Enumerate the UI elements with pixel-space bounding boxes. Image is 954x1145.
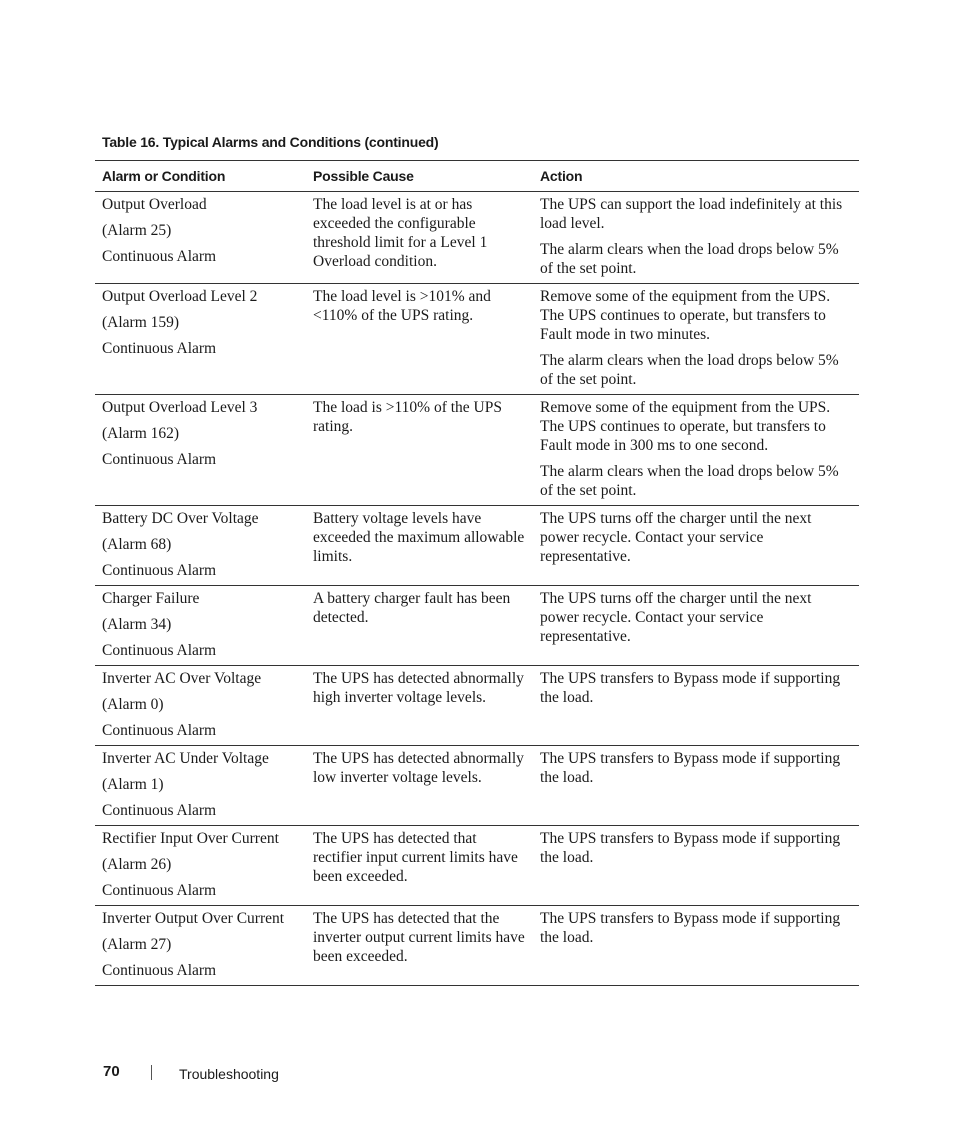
table-row xyxy=(95,586,859,666)
table-caption: Table 16. Typical Alarms and Conditions (continued) xyxy=(102,134,439,150)
cause-cell xyxy=(306,746,533,826)
cause-text: A battery charger fault has been detected. xyxy=(313,590,511,626)
condition-text: (Alarm 26) xyxy=(102,856,172,873)
condition-text: Inverter AC Under Voltage xyxy=(102,750,269,767)
cause-cell xyxy=(306,284,533,395)
condition-cell xyxy=(95,284,306,395)
page-number: 70 xyxy=(103,1063,120,1080)
action-text: The UPS transfers to Bypass mode if supporting the load. xyxy=(540,910,841,946)
table-row xyxy=(95,506,859,586)
table-row xyxy=(95,906,859,986)
condition-text: (Alarm 68) xyxy=(102,536,172,553)
condition-text: Output Overload xyxy=(102,196,207,213)
cause-cell xyxy=(306,586,533,666)
action-cell xyxy=(533,192,859,284)
condition-cell xyxy=(95,666,306,746)
condition-cell xyxy=(95,586,306,666)
cause-text: The UPS has detected that rectifier input current limits have been exceeded. xyxy=(313,830,518,885)
cause-cell xyxy=(306,506,533,586)
cause-text: The load level is at or has exceeded the configurable threshold limit for a Level 1 Overload condition. xyxy=(313,196,488,270)
action-cell xyxy=(533,586,859,666)
condition-text: Charger Failure xyxy=(102,590,200,607)
table-row xyxy=(95,395,859,506)
condition-cell xyxy=(95,746,306,826)
condition-text: Continuous Alarm xyxy=(102,340,217,357)
condition-cell xyxy=(95,506,306,586)
action-text: The UPS transfers to Bypass mode if supporting the load. xyxy=(540,670,841,706)
condition-text: (Alarm 159) xyxy=(102,314,180,331)
condition-text: Rectifier Input Over Current xyxy=(102,830,279,847)
condition-cell xyxy=(95,395,306,506)
action-cell xyxy=(533,284,859,395)
table-row xyxy=(95,666,859,746)
action-text: The alarm clears when the load drops below 5% of the set point. xyxy=(540,352,839,388)
cause-cell xyxy=(306,395,533,506)
action-cell xyxy=(533,746,859,826)
condition-text: Continuous Alarm xyxy=(102,962,217,979)
condition-text: Battery DC Over Voltage xyxy=(102,510,259,527)
action-text: The alarm clears when the load drops below 5% of the set point. xyxy=(540,241,839,277)
action-cell xyxy=(533,506,859,586)
cause-text: The load level is >101% and <110% of the UPS rating. xyxy=(313,288,491,324)
action-cell xyxy=(533,395,859,506)
action-cell xyxy=(533,906,859,986)
action-text: The UPS transfers to Bypass mode if supporting the load. xyxy=(540,750,841,786)
condition-text: (Alarm 162) xyxy=(102,425,180,442)
table-row xyxy=(95,192,859,284)
column-header-condition: Alarm or Condition xyxy=(95,161,306,192)
footer-divider xyxy=(151,1065,152,1080)
cause-cell xyxy=(306,826,533,906)
action-text: The UPS turns off the charger until the next power recycle. Contact your service representative. xyxy=(540,590,812,645)
condition-text: (Alarm 0) xyxy=(102,696,164,713)
condition-cell xyxy=(95,826,306,906)
condition-text: (Alarm 34) xyxy=(102,616,172,633)
table-row xyxy=(95,746,859,826)
table-header-row xyxy=(95,161,859,192)
section-title: Troubleshooting xyxy=(179,1066,279,1082)
condition-text: Inverter AC Over Voltage xyxy=(102,670,262,687)
action-text: The UPS turns off the charger until the next power recycle. Contact your service representative. xyxy=(540,510,812,565)
condition-text: Continuous Alarm xyxy=(102,642,217,659)
cause-text: The UPS has detected that the inverter output current limits have been exceeded. xyxy=(313,910,525,965)
condition-text: Output Overload Level 3 xyxy=(102,399,258,416)
cause-cell xyxy=(306,192,533,284)
condition-cell xyxy=(95,906,306,986)
action-cell xyxy=(533,826,859,906)
table-body xyxy=(95,192,859,986)
table-row xyxy=(95,826,859,906)
condition-text: (Alarm 1) xyxy=(102,776,164,793)
cause-text: Battery voltage levels have exceeded the maximum allowable limits. xyxy=(313,510,525,565)
condition-text: (Alarm 27) xyxy=(102,936,172,953)
condition-text: Continuous Alarm xyxy=(102,248,217,265)
condition-text: Continuous Alarm xyxy=(102,451,217,468)
action-cell xyxy=(533,666,859,746)
condition-text: Continuous Alarm xyxy=(102,882,217,899)
cause-text: The load is >110% of the UPS rating. xyxy=(313,399,502,435)
cause-cell xyxy=(306,906,533,986)
table-row xyxy=(95,284,859,395)
condition-text: Continuous Alarm xyxy=(102,562,217,579)
column-header-action: Action xyxy=(533,161,859,192)
cause-text: The UPS has detected abnormally low inverter voltage levels. xyxy=(313,750,524,786)
action-text: Remove some of the equipment from the UPS. The UPS continues to operate, but transfers to Fault mode in two minutes. xyxy=(540,288,831,343)
action-text: The UPS can support the load indefinitely at this load level. xyxy=(540,196,843,232)
condition-text: Output Overload Level 2 xyxy=(102,288,258,305)
action-text: The UPS transfers to Bypass mode if supporting the load. xyxy=(540,830,841,866)
cause-cell xyxy=(306,666,533,746)
action-text: The alarm clears when the load drops below 5% of the set point. xyxy=(540,463,839,499)
condition-cell xyxy=(95,192,306,284)
condition-text: Continuous Alarm xyxy=(102,722,217,739)
column-header-cause: Possible Cause xyxy=(306,161,533,192)
condition-text: (Alarm 25) xyxy=(102,222,172,239)
condition-text: Continuous Alarm xyxy=(102,802,217,819)
action-text: Remove some of the equipment from the UPS. The UPS continues to operate, but transfers to Fault mode in 300 ms to one second. xyxy=(540,399,831,454)
condition-text: Inverter Output Over Current xyxy=(102,910,285,927)
cause-text: The UPS has detected abnormally high inverter voltage levels. xyxy=(313,670,524,706)
alarms-table xyxy=(95,160,859,986)
